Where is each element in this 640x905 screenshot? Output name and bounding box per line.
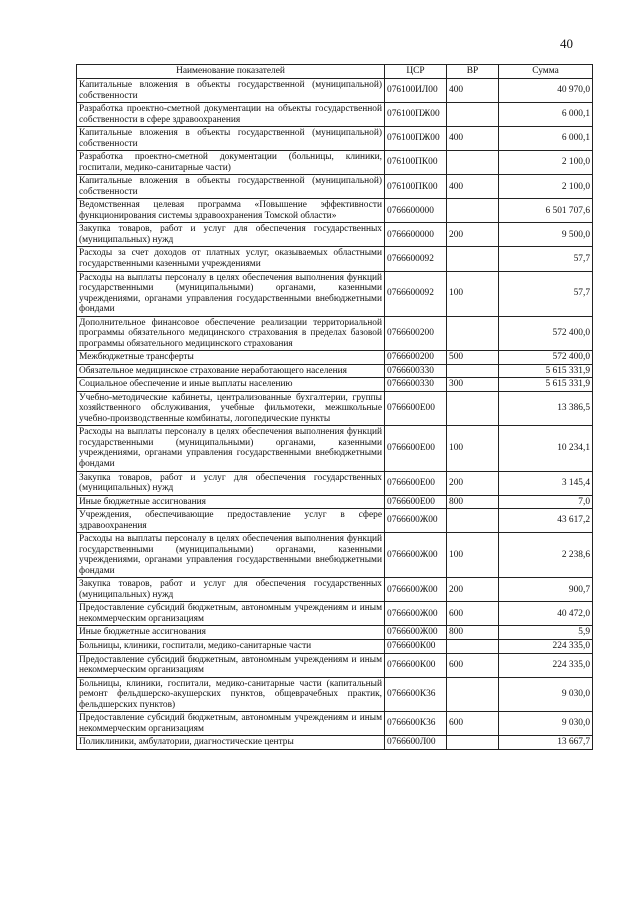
csr-cell: 076100ИЛ00	[385, 79, 447, 103]
sum-cell: 2 238,6	[499, 533, 593, 578]
table-row	[77, 391, 593, 426]
vr-cell: 100	[447, 271, 499, 316]
sum-cell: 3 145,4	[499, 471, 593, 495]
name-cell: Закупка товаров, работ и услуг для обеспечения государственных (муниципальных) нужд	[77, 471, 385, 495]
csr-cell: 076100ПК00	[385, 151, 447, 175]
csr-cell: 0766600К36	[385, 677, 447, 712]
name-cell: Дополнительное финансовое обеспечение реализации территориальной программы обязательного медицинского страхования в пределах базовой программы обязательного медицинского страхования	[77, 316, 385, 351]
csr-cell: 0766600К36	[385, 712, 447, 736]
sum-cell: 6 501 707,6	[499, 199, 593, 223]
sum-cell: 40 472,0	[499, 602, 593, 626]
table-row	[77, 223, 593, 247]
table-row	[77, 127, 593, 151]
sum-cell: 224 335,0	[499, 639, 593, 653]
vr-cell: 400	[447, 127, 499, 151]
name-cell: Больницы, клиники, госпитали, медико-санитарные части (капитальный ремонт фельдшерско-акушерских пунктов, общеврачебных практик, фельдшерских пунктов)	[77, 677, 385, 712]
vr-cell: 800	[447, 626, 499, 640]
name-cell: Предоставление субсидий бюджетным, автономным учреждениям и иным некоммерческим организациям	[77, 653, 385, 677]
table-row	[77, 626, 593, 640]
vr-cell	[447, 509, 499, 533]
name-cell: Расходы на выплаты персоналу в целях обеспечения выполнения функций государственными (муниципальными) органами, казенными учреждениями, органами управления государственными внебюджетными фондами	[77, 426, 385, 471]
sum-cell: 572 400,0	[499, 316, 593, 351]
sum-cell: 2 100,0	[499, 175, 593, 199]
name-cell: Поликлиники, амбулатории, диагностические центры	[77, 736, 385, 750]
vr-cell	[447, 364, 499, 378]
name-cell: Разработка проектно-сметной документации (больницы, клиники, госпитали, медико-санитарные части)	[77, 151, 385, 175]
vr-cell: 300	[447, 378, 499, 392]
table-row	[77, 316, 593, 351]
sum-cell: 7,0	[499, 495, 593, 509]
header-vr: ВР	[447, 65, 499, 79]
table-row	[77, 533, 593, 578]
table-row	[77, 677, 593, 712]
name-cell: Больницы, клиники, госпитали, медико-санитарные части	[77, 639, 385, 653]
csr-cell: 0766600200	[385, 316, 447, 351]
name-cell: Закупка товаров, работ и услуг для обеспечения государственных (муниципальных) нужд	[77, 223, 385, 247]
vr-cell	[447, 103, 499, 127]
sum-cell: 13 667,7	[499, 736, 593, 750]
table-row	[77, 351, 593, 365]
table-row	[77, 639, 593, 653]
vr-cell: 100	[447, 533, 499, 578]
csr-cell: 0766600Е00	[385, 495, 447, 509]
sum-cell: 2 100,0	[499, 151, 593, 175]
csr-cell: 0766600К00	[385, 653, 447, 677]
table-row	[77, 271, 593, 316]
vr-cell: 600	[447, 712, 499, 736]
vr-cell	[447, 736, 499, 750]
name-cell: Расходы за счет доходов от платных услуг, оказываемых областными государственными казенными учреждениями	[77, 247, 385, 271]
sum-cell: 9 030,0	[499, 712, 593, 736]
name-cell: Обязательное медицинское страхование неработающего населения	[77, 364, 385, 378]
csr-cell: 0766600Е00	[385, 391, 447, 426]
csr-cell: 0766600Е00	[385, 471, 447, 495]
name-cell: Разработка проектно-сметной документации на объекты государственной собственности в сфере здравоохранения	[77, 103, 385, 127]
csr-cell: 0766600330	[385, 364, 447, 378]
vr-cell: 600	[447, 602, 499, 626]
sum-cell: 224 335,0	[499, 653, 593, 677]
vr-cell: 400	[447, 79, 499, 103]
name-cell: Закупка товаров, работ и услуг для обеспечения государственных (муниципальных) нужд	[77, 578, 385, 602]
name-cell: Ведомственная целевая программа «Повышение эффективности функционирования системы здравоохранения Томской области»	[77, 199, 385, 223]
sum-cell: 40 970,0	[499, 79, 593, 103]
sum-cell: 10 234,1	[499, 426, 593, 471]
table-row	[77, 103, 593, 127]
name-cell: Капитальные вложения в объекты государственной (муниципальной) собственности	[77, 127, 385, 151]
csr-cell: 0766600Ж00	[385, 626, 447, 640]
table-row	[77, 471, 593, 495]
csr-cell: 0766600Е00	[385, 426, 447, 471]
sum-cell: 9 500,0	[499, 223, 593, 247]
sum-cell: 57,7	[499, 247, 593, 271]
vr-cell: 800	[447, 495, 499, 509]
name-cell: Иные бюджетные ассигнования	[77, 495, 385, 509]
csr-cell: 076100ПК00	[385, 175, 447, 199]
table-row	[77, 151, 593, 175]
sum-cell: 13 386,5	[499, 391, 593, 426]
table-row	[77, 247, 593, 271]
vr-cell	[447, 199, 499, 223]
csr-cell: 0766600092	[385, 271, 447, 316]
vr-cell	[447, 391, 499, 426]
csr-cell: 0766600330	[385, 378, 447, 392]
sum-cell: 5 615 331,9	[499, 378, 593, 392]
page-number: 40	[560, 36, 573, 51]
table-row	[77, 364, 593, 378]
vr-cell: 400	[447, 175, 499, 199]
table-row	[77, 378, 593, 392]
vr-cell: 500	[447, 351, 499, 365]
name-cell: Капитальные вложения в объекты государственной (муниципальной) собственности	[77, 175, 385, 199]
csr-cell: 0766600000	[385, 223, 447, 247]
vr-cell: 600	[447, 653, 499, 677]
table-row	[77, 736, 593, 750]
csr-cell: 0766600092	[385, 247, 447, 271]
name-cell: Социальное обеспечение и иные выплаты населению	[77, 378, 385, 392]
sum-cell: 900,7	[499, 578, 593, 602]
name-cell: Учебно-методические кабинеты, централизованные бухгалтерии, группы хозяйственного обслуживания, учебные фильмотеки, межшкольные учебно-производственные комбинаты, логопедические пункты	[77, 391, 385, 426]
table-row	[77, 653, 593, 677]
vr-cell	[447, 677, 499, 712]
csr-cell: 0766600Ж00	[385, 602, 447, 626]
table-body	[77, 79, 593, 750]
vr-cell	[447, 247, 499, 271]
table-row	[77, 509, 593, 533]
table-row	[77, 712, 593, 736]
csr-cell: 076100ПЖ00	[385, 127, 447, 151]
csr-cell: 0766600Ж00	[385, 578, 447, 602]
csr-cell: 0766600Ж00	[385, 509, 447, 533]
table-row	[77, 79, 593, 103]
vr-cell	[447, 639, 499, 653]
header-sum: Сумма	[499, 65, 593, 79]
csr-cell: 0766600000	[385, 199, 447, 223]
name-cell: Иные бюджетные ассигнования	[77, 626, 385, 640]
budget-table	[76, 64, 593, 750]
vr-cell: 100	[447, 426, 499, 471]
csr-cell: 0766600К00	[385, 639, 447, 653]
name-cell: Предоставление субсидий бюджетным, автономным учреждениям и иным некоммерческим организациям	[77, 712, 385, 736]
header-csr: ЦСР	[385, 65, 447, 79]
name-cell: Межбюджетные трансферты	[77, 351, 385, 365]
csr-cell: 0766600Л00	[385, 736, 447, 750]
csr-cell: 0766600Ж00	[385, 533, 447, 578]
sum-cell: 9 030,0	[499, 677, 593, 712]
vr-cell: 200	[447, 578, 499, 602]
table-row	[77, 602, 593, 626]
sum-cell: 5 615 331,9	[499, 364, 593, 378]
vr-cell: 200	[447, 223, 499, 247]
sum-cell: 57,7	[499, 271, 593, 316]
sum-cell: 43 617,2	[499, 509, 593, 533]
sum-cell: 6 000,1	[499, 127, 593, 151]
table-row	[77, 426, 593, 471]
vr-cell	[447, 316, 499, 351]
sum-cell: 572 400,0	[499, 351, 593, 365]
table-row	[77, 495, 593, 509]
name-cell: Капитальные вложения в объекты государственной (муниципальной) собственности	[77, 79, 385, 103]
csr-cell: 076100ПЖ00	[385, 103, 447, 127]
header-name: Наименование показателей	[77, 65, 385, 79]
table-row	[77, 199, 593, 223]
name-cell: Расходы на выплаты персоналу в целях обеспечения выполнения функций государственными (муниципальными) органами, казенными учреждениями, органами управления государственными внебюджетными фондами	[77, 271, 385, 316]
name-cell: Учреждения, обеспечивающие предоставление услуг в сфере здравоохранения	[77, 509, 385, 533]
vr-cell	[447, 151, 499, 175]
table-header-row	[77, 65, 593, 79]
name-cell: Расходы на выплаты персоналу в целях обеспечения выполнения функций государственными (муниципальными) органами, казенными учреждениями, органами управления государственными внебюджетными фондами	[77, 533, 385, 578]
table-row	[77, 578, 593, 602]
table-row	[77, 175, 593, 199]
sum-cell: 5,9	[499, 626, 593, 640]
sum-cell: 6 000,1	[499, 103, 593, 127]
vr-cell: 200	[447, 471, 499, 495]
csr-cell: 0766600200	[385, 351, 447, 365]
name-cell: Предоставление субсидий бюджетным, автономным учреждениям и иным некоммерческим организациям	[77, 602, 385, 626]
